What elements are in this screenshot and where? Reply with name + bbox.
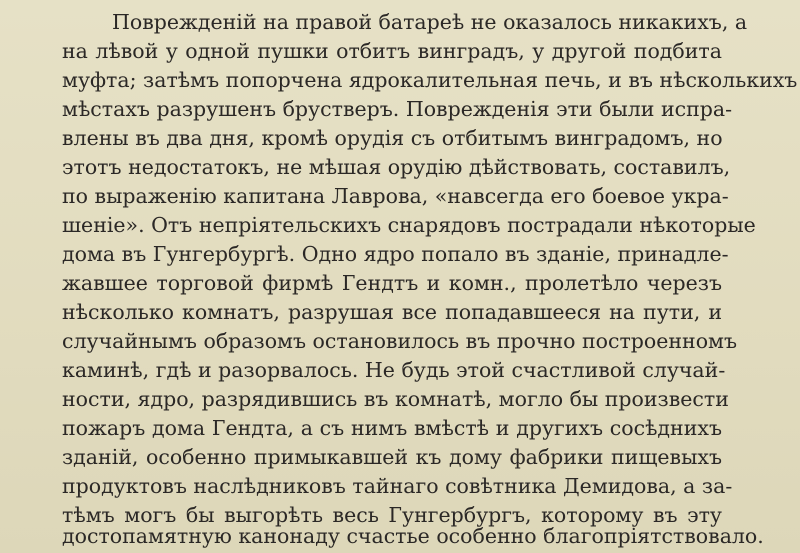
paragraph-line-15: пожаръ дома Гендта, а съ нимъ вмѣстѣ и другихъ сосѣднихъ <box>62 416 722 440</box>
paragraph-line-18: тѣмъ могъ бы выгорѣть весь Гунгербургъ, которому въ эту <box>62 503 722 527</box>
paragraph-line-2: на лѣвой у одной пушки отбитъ винградъ, у другой подбита <box>62 39 722 63</box>
paragraph-line-12: случайнымъ образомъ остановилось въ прочно построенномъ <box>62 329 738 353</box>
paragraph-line-13: каминѣ, гдѣ и разорвалось. Не будь этой счастливой случай- <box>62 358 726 382</box>
paragraph-line-9: дома въ Гунгербургѣ. Одно ядро попало въ зданіе, принадле- <box>62 242 729 266</box>
paragraph-line-7: по выраженію капитана Лаврова, «навсегда его боевое укра- <box>62 184 729 208</box>
paragraph-line-1: Поврежденій на правой батареѣ не оказалось никакихъ, а <box>112 10 748 34</box>
paragraph-line-10: жавшее торговой фирмѣ Гендтъ и комн., пролетѣло черезъ <box>62 271 722 295</box>
paragraph-line-3: муфта; затѣмъ попорчена ядрокалительная печь, и въ нѣсколькихъ <box>62 68 798 92</box>
paragraph-line-14: ности, ядро, разрядившись въ комнатѣ, могло бы произвести <box>62 387 729 411</box>
paragraph-line-4: мѣстахъ разрушенъ брустверъ. Поврежденія эти были испра- <box>62 97 733 121</box>
paragraph-line-17: продуктовъ наслѣдниковъ тайнаго совѣтника Демидова, а за- <box>62 474 733 498</box>
paragraph-line-6: этотъ недостатокъ, не мѣшая орудію дѣйствовать, составилъ, <box>62 155 731 179</box>
paragraph-line-8: шеніе». Отъ непріятельскихъ снарядовъ пострадали нѣкоторые <box>62 213 756 237</box>
paragraph-line-11: нѣсколько комнатъ, разрушая все попадавшееся на пути, и <box>62 300 722 324</box>
paragraph-line-16: зданій, особенно примыкавшей къ дому фабрики пищевыхъ <box>62 445 722 469</box>
paragraph-line-19: достопамятную канонаду счастье особенно благопріятствовало. <box>62 524 764 548</box>
paragraph-line-5: влены въ два дня, кромѣ орудія съ отбитымъ винградомъ, но <box>62 126 723 150</box>
